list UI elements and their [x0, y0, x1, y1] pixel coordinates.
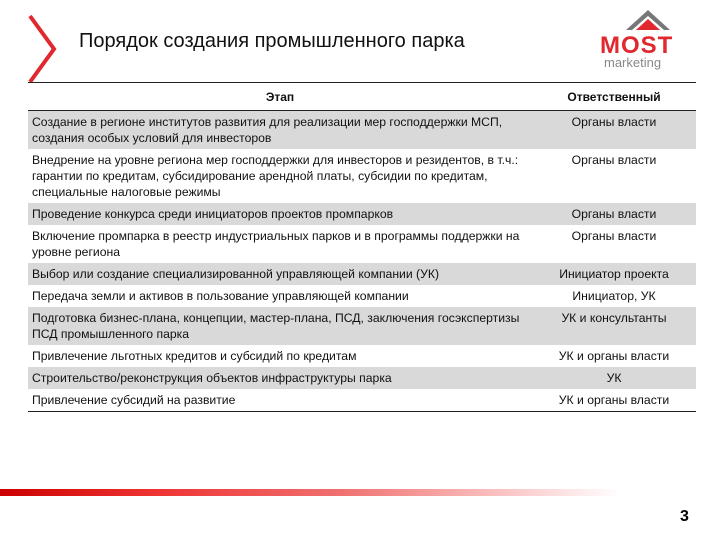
responsible-cell: УК и консультанты	[532, 307, 696, 345]
stage-cell: Создание в регионе институтов развития для реализации мер господдержки МСП, создания особых условий для инвесторов	[28, 111, 532, 150]
stage-cell: Внедрение на уровне региона мер господдержки для инвесторов и резидентов, в т.ч.: гарантии по кредитам, субсидирование арендной платы, субсидии по кредитам, специальные налоговые режимы	[32, 153, 519, 199]
stage-cell: Привлечение льготных кредитов и субсидий по кредитам	[32, 349, 357, 363]
table-header	[28, 83, 696, 111]
stage-cell: Привлечение субсидий на развитие	[28, 389, 532, 412]
table-row	[28, 111, 696, 150]
table-row	[28, 263, 696, 285]
table-row	[28, 225, 696, 263]
table-row	[28, 345, 696, 367]
logo-brand: MOST	[600, 32, 674, 59]
decorative-bar	[0, 489, 620, 496]
logo-roof-icon	[600, 8, 696, 34]
responsible-cell: УК и органы власти	[532, 389, 696, 412]
stage-cell: Строительство/реконструкция объектов инфраструктуры парка	[28, 367, 532, 389]
table-row	[28, 307, 696, 345]
responsible-cell: Органы власти	[571, 153, 657, 167]
column-header-responsible: Ответственный	[532, 83, 696, 111]
table-row	[28, 389, 696, 412]
table-row	[28, 367, 696, 389]
stage-cell: Подготовка бизнес-плана, концепции, мастер-плана, ПСД, заключения госэкспертизы ПСД промышленного парка	[28, 307, 532, 345]
stages-table	[28, 82, 696, 412]
logo-sub: marketing	[604, 55, 662, 70]
responsible-cell: Органы власти	[532, 111, 696, 150]
stage-cell: Передача земли и активов в пользование управляющей компании	[32, 289, 409, 303]
responsible-cell: УК и органы власти	[558, 349, 670, 363]
stage-cell: Выбор или создание специализированной управляющей компании (УК)	[28, 263, 532, 285]
responsible-cell: Инициатор, УК	[572, 289, 656, 303]
responsible-cell: Органы власти	[532, 203, 696, 225]
table-row	[28, 203, 696, 225]
page-title: Порядок создания промышленного парка	[79, 30, 465, 52]
stage-cell: Проведение конкурса среди инициаторов проектов промпарков	[28, 203, 532, 225]
stage-cell: Включение промпарка в реестр индустриальных парков и в программы поддержки на уровне региона	[32, 229, 520, 259]
page-number: 3	[680, 508, 689, 525]
table-row	[28, 149, 696, 203]
responsible-cell: Органы власти	[571, 229, 657, 243]
column-header-stage: Этап	[28, 83, 532, 111]
logo	[600, 8, 696, 68]
responsible-cell: Инициатор проекта	[532, 263, 696, 285]
table-row	[28, 285, 696, 307]
chevron-right-icon	[26, 14, 60, 84]
responsible-cell: УК	[532, 367, 696, 389]
